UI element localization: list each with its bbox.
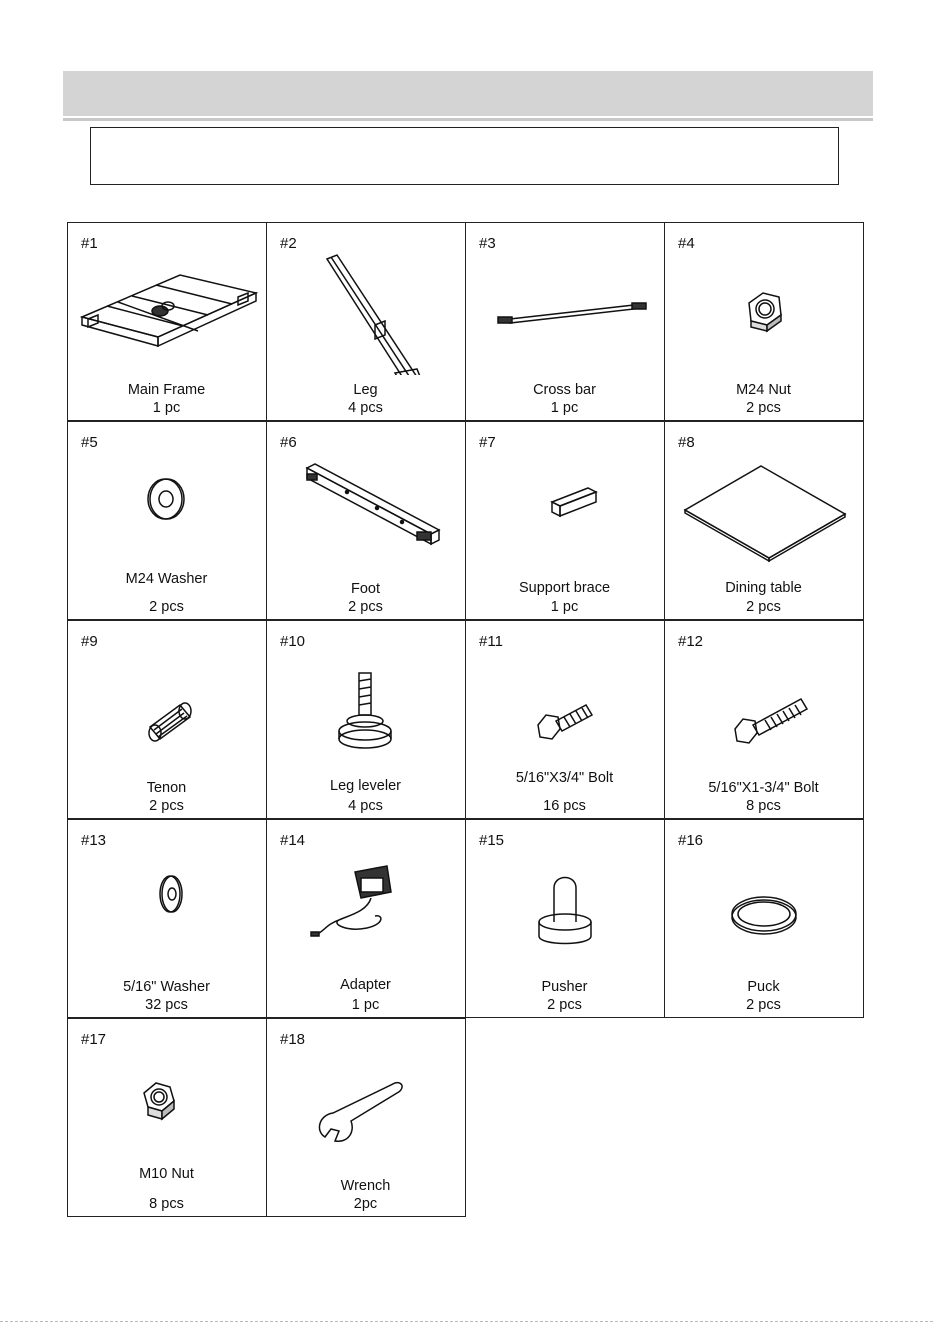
part-name: M24 Washer bbox=[125, 571, 208, 587]
part-number: #15 bbox=[479, 832, 505, 849]
part-quantity: 2pc bbox=[353, 1196, 378, 1212]
short-bolt-icon bbox=[466, 643, 663, 773]
part-number: #9 bbox=[81, 633, 98, 650]
part-cell-15 bbox=[465, 819, 665, 1018]
part-quantity: 8 pcs bbox=[746, 798, 781, 814]
part-quantity: 4 pcs bbox=[348, 798, 383, 814]
part-cell-8 bbox=[664, 421, 864, 620]
part-number: #11 bbox=[479, 633, 503, 650]
leg-leveler-icon bbox=[267, 643, 464, 773]
part-number: #17 bbox=[81, 1031, 107, 1048]
part-cell-17 bbox=[67, 1018, 267, 1217]
part-number: #2 bbox=[280, 235, 297, 252]
part-quantity: 2 pcs bbox=[746, 997, 781, 1013]
part-quantity: 4 pcs bbox=[348, 400, 383, 416]
part-number: #14 bbox=[280, 832, 306, 849]
long-bolt-icon bbox=[665, 643, 862, 773]
part-quantity: 1 pc bbox=[550, 599, 579, 615]
part-quantity: 8 pcs bbox=[149, 1196, 184, 1212]
part-cell-7 bbox=[465, 421, 665, 620]
part-number: #3 bbox=[479, 235, 496, 252]
part-quantity: 2 pcs bbox=[149, 798, 184, 814]
part-name: Wrench bbox=[340, 1178, 391, 1194]
part-cell-2 bbox=[266, 222, 466, 421]
part-name: Puck bbox=[747, 979, 780, 995]
part-cell-12 bbox=[664, 620, 864, 819]
part-cell-14 bbox=[266, 819, 466, 1018]
part-quantity: 1 pc bbox=[351, 997, 380, 1013]
page-bottom-rule bbox=[0, 1321, 933, 1322]
part-name: Adapter bbox=[340, 977, 391, 993]
part-cell-10 bbox=[266, 620, 466, 819]
part-quantity: 2 pcs bbox=[149, 599, 184, 615]
part-name: Leg leveler bbox=[330, 778, 401, 794]
part-number: #18 bbox=[280, 1031, 306, 1048]
support-brace-icon bbox=[466, 444, 663, 574]
part-name: 5/16"X3/4" Bolt bbox=[515, 770, 614, 786]
part-cell-18 bbox=[266, 1018, 466, 1217]
part-name: M10 Nut bbox=[139, 1166, 194, 1182]
part-quantity: 16 pcs bbox=[543, 798, 586, 814]
part-number: #16 bbox=[678, 832, 704, 849]
adapter-icon bbox=[267, 842, 464, 972]
part-number: #12 bbox=[678, 633, 704, 650]
part-name: Main Frame bbox=[127, 382, 206, 398]
part-name: 5/16" Washer bbox=[123, 979, 210, 995]
header-bar bbox=[63, 71, 873, 116]
main-frame-icon bbox=[68, 245, 265, 375]
leg-icon bbox=[267, 245, 464, 375]
table-top-icon bbox=[665, 444, 862, 574]
part-quantity: 2 pcs bbox=[746, 599, 781, 615]
part-name: Tenon bbox=[146, 780, 187, 796]
hex-nut-icon bbox=[665, 245, 862, 375]
part-cell-1 bbox=[67, 222, 267, 421]
part-name: Support brace bbox=[518, 580, 611, 596]
part-cell-13 bbox=[67, 819, 267, 1018]
part-quantity: 1 pc bbox=[550, 400, 579, 416]
part-name: Cross bar bbox=[533, 382, 596, 398]
note-box bbox=[90, 127, 839, 185]
part-number: #1 bbox=[81, 235, 98, 252]
part-quantity: 2 pcs bbox=[348, 599, 383, 615]
header-rule bbox=[63, 118, 873, 121]
part-quantity: 32 pcs bbox=[145, 997, 188, 1013]
part-name: Foot bbox=[350, 581, 380, 597]
part-quantity: 2 pcs bbox=[746, 400, 781, 416]
part-quantity: 2 pcs bbox=[547, 997, 582, 1013]
part-name: Leg bbox=[353, 382, 378, 398]
foot-icon bbox=[267, 444, 464, 574]
part-number: #13 bbox=[81, 832, 107, 849]
wrench-icon bbox=[267, 1041, 464, 1171]
part-cell-9 bbox=[67, 620, 267, 819]
tenon-icon bbox=[68, 643, 265, 773]
part-name: 5/16"X1-3/4" Bolt bbox=[708, 780, 819, 796]
part-number: #5 bbox=[81, 434, 98, 451]
part-cell-6 bbox=[266, 421, 466, 620]
washer-icon bbox=[68, 444, 265, 574]
part-number: #7 bbox=[479, 434, 496, 451]
part-cell-16 bbox=[664, 819, 864, 1018]
part-number: #4 bbox=[678, 235, 695, 252]
part-name: Dining table bbox=[725, 580, 802, 596]
part-cell-5 bbox=[67, 421, 267, 620]
pusher-icon bbox=[466, 842, 663, 972]
cross-bar-icon bbox=[466, 245, 663, 375]
part-name: M24 Nut bbox=[736, 382, 791, 398]
part-quantity: 1 pc bbox=[152, 400, 181, 416]
part-number: #10 bbox=[280, 633, 306, 650]
puck-icon bbox=[665, 842, 862, 972]
part-number: #6 bbox=[280, 434, 297, 451]
part-name: Pusher bbox=[541, 979, 588, 995]
part-number: #8 bbox=[678, 434, 695, 451]
part-cell-11 bbox=[465, 620, 665, 819]
small-washer-icon bbox=[68, 842, 265, 972]
small-nut-icon bbox=[68, 1041, 265, 1171]
part-cell-4 bbox=[664, 222, 864, 421]
part-cell-3 bbox=[465, 222, 665, 421]
